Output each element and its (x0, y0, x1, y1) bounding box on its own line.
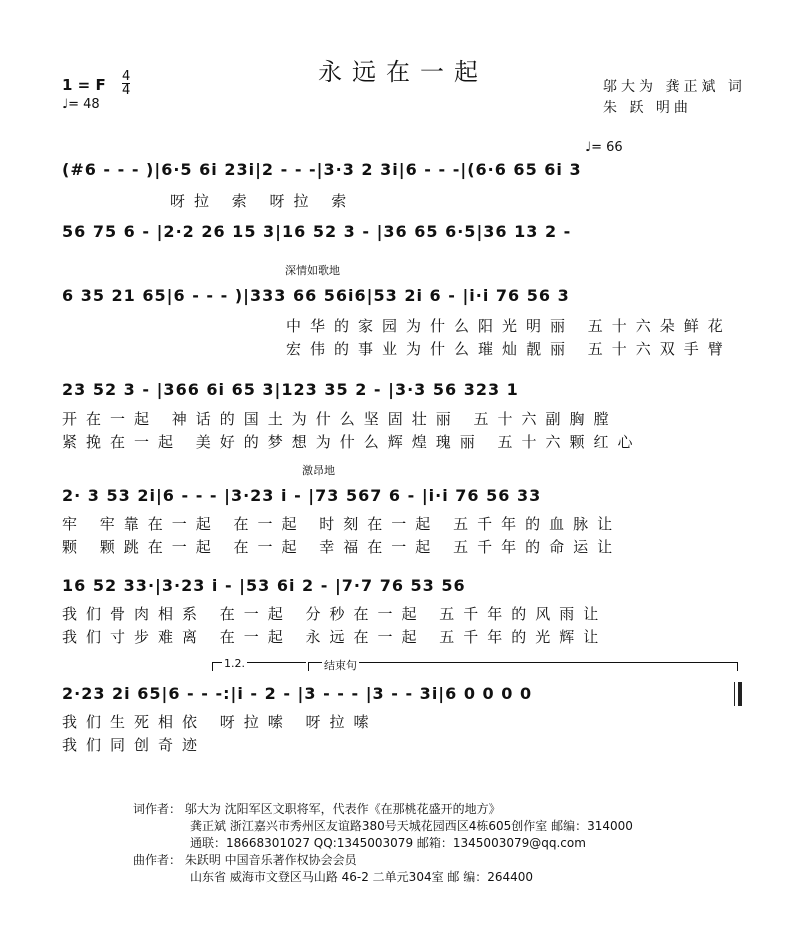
footer-line-3: 通联：18668301027 QQ:1345003079 邮箱：1345003079@qq.com (190, 836, 586, 850)
footer-text-4: 朱跃明 中国音乐著作权协会会员 (184, 853, 357, 867)
lyrics-line-6-verse1: 我们骨肉相系 在一起 分秒在一起 五千年的风雨让 (62, 605, 608, 623)
expression-mark-2: 激昂地 (302, 464, 335, 477)
lyrics-line-7-verse1: 我们生死相依 呀拉嗦 呀拉嗦 (62, 713, 378, 731)
notation-line-2: 56 75 6 - |2·2 26 15 3|16 52 3 - |36 65 6·5|36 13 2 - (62, 222, 572, 241)
footer-line-2: 龚正斌 浙江嘉兴市秀州区友谊路380号天城花园西区4栋605创作室 邮编：314000 (190, 819, 633, 833)
final-barline-thin (734, 682, 735, 706)
notation-line-6: 16 52 33·|3·23 i - |53 6i 2 - |7·7 76 53 56 (62, 576, 466, 595)
lyricists-credit: 邬大为 龚正斌 词 (603, 79, 746, 95)
page-title: 永远在一起 (318, 58, 488, 86)
final-barline-thick (738, 682, 742, 706)
lyrics-line-7-verse2: 我们同创奇迹 (62, 736, 207, 754)
lyrics-line-4-verse1: 开在一起 神话的国土为什么坚固壮丽 五十六副胸膛 (62, 410, 618, 428)
notation-line-4: 23 52 3 - |366 6i 65 3|123 35 2 - |3·3 56 323 1 (62, 380, 519, 399)
key-signature: 1 = F (62, 76, 106, 94)
notation-line-5: 2· 3 53 2i|6 - - - |3·23 i - |73 567 6 - |i·i 76 56 33 (62, 486, 542, 505)
notation-line-1: (#6 - - - )|6·5 6i 23i|2 - - -|3·3 2 3i|6 - - -|(6·6 65 6i 3 (62, 160, 582, 179)
lyrics-line-3-verse2: 宏伟的事业为什么璀灿靓丽 五十六双手臂 (286, 340, 732, 358)
expression-mark-1: 深情如歌地 (285, 264, 340, 277)
lyrics-line-3-verse1: 中华的家园为什么阳光明丽 五十六朵鲜花 (286, 317, 732, 335)
time-signature (122, 70, 130, 97)
notation-line-7: 2·23 2i 65|6 - - -:|i - 2 - |3 - - - |3 - - 3i|6 0 0 0 0 (62, 684, 533, 703)
lyrics-line-4-verse2: 紧挽在一起 美好的梦想为什么辉煌瑰丽 五十六颗红心 (62, 433, 642, 451)
lyrics-line-5-verse2: 颗 颗跳在一起 在一起 幸福在一起 五千年的命运让 (62, 538, 622, 556)
tempo-start: ♩= 48 (62, 97, 100, 112)
footer-text-1: 邬大为 沈阳军区文职将军，代表作《在那桃花盛开的地方》 (184, 802, 501, 816)
lyrics-line-1: 呀拉 索 呀拉 索 (170, 192, 356, 210)
footer-line-5: 山东省 威海市文登区马山路 46-2 二单元304室 邮 编：264400 (190, 870, 534, 884)
time-signature-top: 4 (122, 69, 131, 84)
composer-credit: 朱 跃 明曲 (603, 100, 692, 116)
footer-label-lyricist: 词作者： (133, 802, 182, 816)
footer-label-composer: 曲作者： (133, 853, 182, 867)
time-signature-bottom: 4 (122, 83, 131, 98)
tempo-change: ♩= 66 (585, 140, 623, 155)
volta-ending: 结束句 (324, 659, 357, 672)
lyrics-line-6-verse2: 我们寸步难离 在一起 永远在一起 五千年的光辉让 (62, 628, 608, 646)
volta-bracket-2 (308, 662, 738, 671)
notation-line-3: 6 35 21 65|6 - - - )|333 66 56i6|53 2i 6 - |i·i 76 56 3 (62, 286, 570, 305)
lyrics-line-5-verse1: 牢 牢靠在一起 在一起 时刻在一起 五千年的血脉让 (62, 515, 622, 533)
volta-label: 1.2. (224, 657, 245, 670)
footer-line-1 (133, 800, 501, 817)
footer-line-4 (133, 851, 357, 868)
